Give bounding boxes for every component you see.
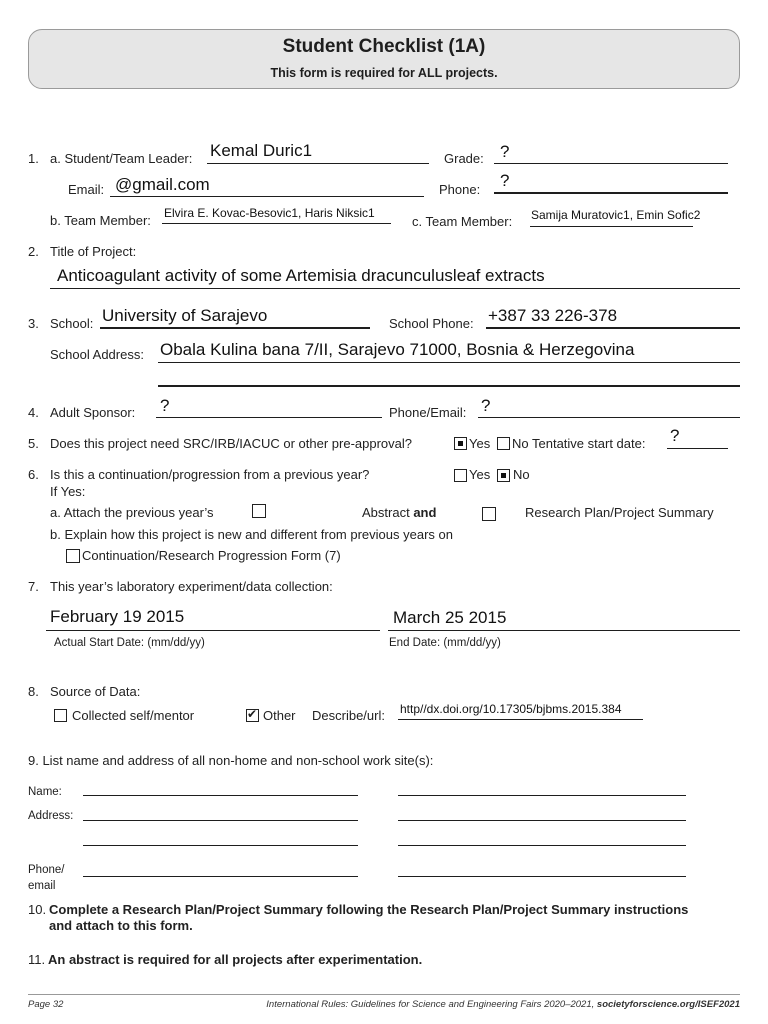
progression-form-checkbox[interactable] xyxy=(66,549,80,563)
phone-label-q9: Phone/ xyxy=(28,864,65,876)
describe-url-field-line xyxy=(398,719,643,720)
team-c-value[interactable]: Samija Muratovic1, Emin Sofic2 xyxy=(531,208,701,222)
footer-text: International Rules: Guidelines for Science and Engineering Fairs 2020–2021, societyforscience.org/ISEF2021 xyxy=(266,999,740,1010)
site1-phone-line[interactable] xyxy=(83,876,358,877)
email-value[interactable]: @gmail.com xyxy=(115,175,210,194)
team-b-label: b. Team Member: xyxy=(50,213,151,228)
team-c-field-line xyxy=(530,226,693,227)
school-label: School: xyxy=(50,316,94,331)
phone-email-field-line xyxy=(478,417,740,418)
sponsor-value[interactable]: ? xyxy=(160,396,170,415)
describe-url-value[interactable]: http//dx.doi.org/10.17305/bjbms.2015.384 xyxy=(400,702,622,716)
address-field-line xyxy=(158,362,740,363)
footer-divider xyxy=(28,994,740,995)
phone-email-value[interactable]: ? xyxy=(481,396,491,415)
site2-address-line-2[interactable] xyxy=(398,845,686,846)
collected-self-checkbox[interactable] xyxy=(54,709,67,722)
continuation-question: Is this a continuation/progression from a previous year? xyxy=(50,467,370,482)
continuation-no-label: No xyxy=(513,467,530,482)
if-yes-label: If Yes: xyxy=(50,484,86,499)
sponsor-field-line xyxy=(156,417,382,418)
q10-text-line2: and attach to this form. xyxy=(49,918,193,933)
form-header xyxy=(28,29,740,89)
start-date-field-line xyxy=(667,448,728,449)
phone-value[interactable]: ? xyxy=(500,171,510,190)
school-field-line xyxy=(100,327,370,329)
footer-site: societyforscience.org/ISEF2021 xyxy=(596,999,740,1010)
end-date-label: End Date: (mm/dd/yy) xyxy=(389,637,501,649)
q8-number: 8. xyxy=(28,684,39,699)
q10-number: 10. xyxy=(28,902,47,917)
other-label: Other xyxy=(263,708,296,723)
collected-self-label: Collected self/mentor xyxy=(72,708,195,723)
continuation-no-checkbox[interactable] xyxy=(497,469,510,482)
work-sites-label: 9. List name and address of all non-home and non-school work site(s): xyxy=(28,753,434,768)
title-value[interactable]: Anticoagulant activity of some Artemisia dracunculusleaf extracts xyxy=(57,266,545,285)
team-b-value[interactable]: Elvira E. Kovac-Besovic1, Haris Niksic1 xyxy=(164,206,375,220)
preapproval-no-label: No xyxy=(512,436,529,451)
q1-number: 1. xyxy=(28,151,39,166)
school-value[interactable]: University of Sarajevo xyxy=(102,306,268,325)
source-of-data-label: Source of Data: xyxy=(50,684,141,699)
q4-number: 4. xyxy=(28,405,39,420)
phone-field-line xyxy=(494,192,728,194)
address-value[interactable]: Obala Kulina bana 7/II, Sarajevo 71000, Bosnia & Herzegovina xyxy=(160,340,635,359)
q6-number: 6. xyxy=(28,467,39,482)
grade-label: Grade: xyxy=(444,151,484,166)
q5-number: 5. xyxy=(28,436,39,451)
address-label: School Address: xyxy=(50,347,144,362)
email-label: Email: xyxy=(68,182,105,197)
continuation-yes-checkbox[interactable] xyxy=(454,469,467,482)
actual-start-value[interactable]: February 19 2015 xyxy=(50,607,185,626)
abstract-label: Abstract and xyxy=(362,505,437,520)
school-phone-label: School Phone: xyxy=(389,316,474,331)
checkmark-icon: ✔ xyxy=(247,707,258,721)
leader-label: a. Student/Team Leader: xyxy=(50,151,193,166)
school-phone-value[interactable]: +387 33 226-378 xyxy=(488,306,618,325)
address-label-q9: Address: xyxy=(28,810,74,822)
actual-start-label: Actual Start Date: (mm/dd/yy) xyxy=(54,637,205,649)
preapproval-yes-label: Yes xyxy=(469,436,491,451)
q10-text-line1: Complete a Research Plan/Project Summary following the Research Plan/Project Summary instructions xyxy=(49,902,689,917)
leader-field-line xyxy=(207,163,429,164)
team-c-label: c. Team Member: xyxy=(412,214,513,229)
q7-number: 7. xyxy=(28,579,39,594)
grade-value[interactable]: ? xyxy=(500,142,510,161)
site2-phone-line[interactable] xyxy=(398,876,686,877)
other-checkbox[interactable] xyxy=(246,709,259,722)
name-label: Name: xyxy=(28,786,62,798)
site1-address-line-2[interactable] xyxy=(83,845,358,846)
phone-label: Phone: xyxy=(439,182,481,197)
describe-url-label: Describe/url: xyxy=(312,708,385,723)
site2-address-line-1[interactable] xyxy=(398,820,686,821)
email-field-line xyxy=(110,196,424,197)
site2-name-line[interactable] xyxy=(398,795,686,796)
progression-form-label: Continuation/Research Progression Form (7) xyxy=(82,548,341,563)
attach-label: a. Attach the previous year’s xyxy=(50,505,214,520)
title-label: Title of Project: xyxy=(50,244,137,259)
preapproval-yes-checkbox[interactable] xyxy=(454,437,467,450)
site1-address-line-1[interactable] xyxy=(83,820,358,821)
continuation-yes-label: Yes xyxy=(469,467,491,482)
grade-field-line xyxy=(494,163,728,164)
team-b-field-line xyxy=(162,223,391,224)
actual-start-field-line xyxy=(46,630,380,631)
title-field-line xyxy=(50,288,740,289)
sponsor-label: Adult Sponsor: xyxy=(50,405,136,420)
preapproval-no-checkbox[interactable] xyxy=(497,437,510,450)
checked-mark-icon xyxy=(458,441,463,446)
end-date-value[interactable]: March 25 2015 xyxy=(393,608,507,627)
phone-email-label: Phone/Email: xyxy=(389,405,467,420)
checked-mark-icon xyxy=(501,473,506,478)
abstract-checkbox[interactable] xyxy=(482,507,496,521)
site1-name-line[interactable] xyxy=(83,795,358,796)
email-label-q9: email xyxy=(28,880,56,892)
school-phone-field-line xyxy=(486,327,740,329)
leader-value[interactable]: Kemal Duric1 xyxy=(210,141,313,160)
form-subtitle: This form is required for ALL projects. xyxy=(270,66,498,80)
q3-number: 3. xyxy=(28,316,39,331)
start-date-value[interactable]: ? xyxy=(670,426,680,445)
end-date-field-line xyxy=(388,630,740,631)
preapproval-question: Does this project need SRC/IRB/IACUC or other pre-approval? xyxy=(50,436,412,451)
research-plan-label: Research Plan/Project Summary xyxy=(525,505,714,520)
q2-number: 2. xyxy=(28,244,39,259)
explain-label: b. Explain how this project is new and different from previous years on xyxy=(50,527,453,542)
start-date-label: Tentative start date: xyxy=(532,436,646,451)
lab-experiment-label: This year’s laboratory experiment/data collection: xyxy=(50,579,333,594)
q11-number: 11. xyxy=(28,952,46,967)
q11-text: An abstract is required for all projects after experimentation. xyxy=(48,952,423,967)
address-field-line-2[interactable] xyxy=(158,385,740,387)
form-title: Student Checklist (1A) xyxy=(282,36,486,57)
attach-checkbox[interactable] xyxy=(252,504,266,518)
page-number: Page 32 xyxy=(28,999,64,1010)
